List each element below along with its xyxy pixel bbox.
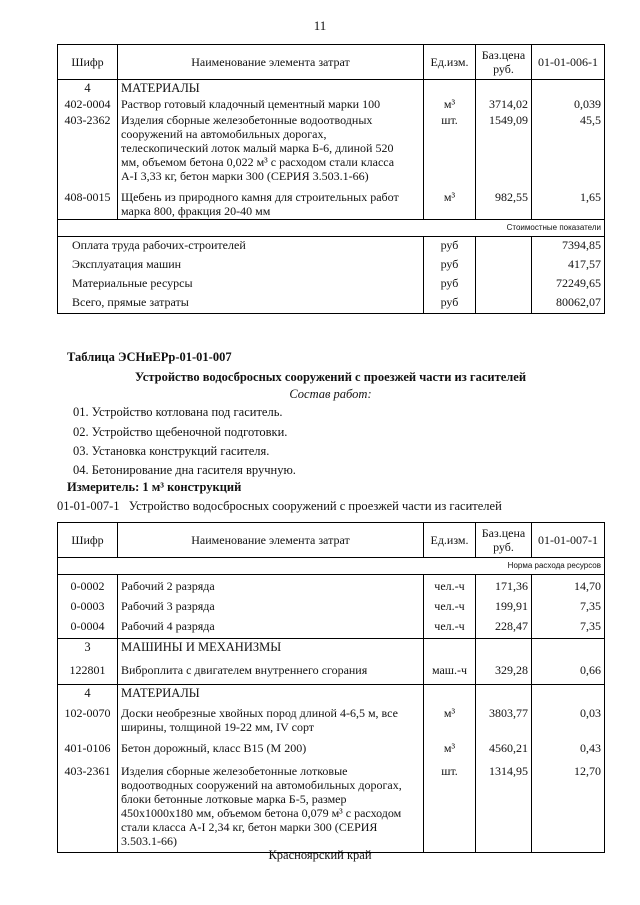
works-header: Состав работ: bbox=[289, 387, 372, 401]
row-code: 402-0004 bbox=[58, 96, 118, 112]
col-name-header: Наименование элемента затрат bbox=[118, 45, 424, 80]
row-price: 329,28 bbox=[476, 659, 532, 685]
row-code: 403-2361 bbox=[58, 760, 118, 853]
cost-header-row bbox=[58, 220, 605, 237]
row-unit: м³ bbox=[424, 735, 476, 760]
table-row bbox=[58, 184, 605, 220]
table-row bbox=[58, 575, 605, 599]
resource-norm-header: Норма расхода ресурсов bbox=[58, 558, 605, 575]
total-value: 72249,65 bbox=[532, 275, 605, 294]
total-unit: руб bbox=[424, 275, 476, 294]
price-header-line2: руб. bbox=[493, 62, 514, 76]
row-name: Рабочий 3 разряда bbox=[118, 598, 424, 618]
norm-header-row bbox=[58, 558, 605, 575]
row-name-line: стали класса А-I 2,34 кг, бетон марки 300 (СЕРИЯ bbox=[121, 820, 378, 834]
total-unit: руб bbox=[424, 256, 476, 275]
row-price: 1314,95 bbox=[476, 760, 532, 853]
row-unit: шт. bbox=[424, 112, 476, 184]
row-name: Рабочий 2 разряда bbox=[118, 575, 424, 599]
table-row bbox=[58, 112, 605, 184]
total-label: Материальные ресурсы bbox=[58, 275, 424, 294]
row-name-line: Изделия сборные железобетонные лотковые bbox=[121, 764, 348, 778]
row-name bbox=[118, 760, 424, 853]
total-unit: руб bbox=[424, 237, 476, 257]
row-name bbox=[118, 705, 424, 735]
total-row bbox=[58, 275, 605, 294]
row-name bbox=[118, 735, 424, 760]
row-name-line: Щебень из природного камня для строительных работ bbox=[121, 190, 399, 204]
section-number: 4 bbox=[58, 685, 118, 706]
row-name-line: сооружений на автомобильных дорогах, bbox=[121, 127, 327, 141]
table-01-01-006 bbox=[57, 44, 605, 314]
table-title: Таблица ЭСНиЕРр-01-01-007 bbox=[67, 350, 232, 364]
table-row bbox=[58, 760, 605, 853]
table-subtitle: Устройство водосбросных сооружений с проезжей части из гасителей bbox=[134, 370, 527, 384]
row-code: 102-0070 bbox=[58, 705, 118, 735]
col-unit-header: Ед.изм. bbox=[424, 45, 476, 80]
price-header-line2: руб. bbox=[493, 540, 514, 554]
row-qty: 7,35 bbox=[532, 618, 605, 639]
table-row bbox=[58, 735, 605, 760]
row-qty: 45,5 bbox=[532, 112, 605, 184]
total-label: Оплата труда рабочих-строителей bbox=[58, 237, 424, 257]
col-norm-code-header: 01-01-006-1 bbox=[532, 45, 605, 80]
row-unit: м³ bbox=[424, 705, 476, 735]
row-qty: 0,03 bbox=[532, 705, 605, 735]
row-code: 0-0002 bbox=[58, 575, 118, 599]
row-price: 1549,09 bbox=[476, 112, 532, 184]
row-price: 3714,02 bbox=[476, 96, 532, 112]
row-name-line: 3.503.1-66) bbox=[121, 834, 177, 848]
row-price: 3803,77 bbox=[476, 705, 532, 735]
table-header-row bbox=[58, 523, 605, 558]
total-row bbox=[58, 237, 605, 257]
row-qty: 0,66 bbox=[532, 659, 605, 685]
total-unit: руб bbox=[424, 294, 476, 314]
table-header-row bbox=[58, 45, 605, 80]
total-row bbox=[58, 256, 605, 275]
row-name-line: Бетон дорожный, класс В15 (М 200) bbox=[121, 741, 307, 755]
price-header-line1: Баз.цена bbox=[481, 48, 526, 62]
section-row bbox=[58, 80, 605, 97]
row-name-line: ширины, толщиной 19-22 мм, IV сорт bbox=[121, 720, 315, 734]
row-price: 171,36 bbox=[476, 575, 532, 599]
section-row bbox=[58, 639, 605, 660]
table-row bbox=[58, 96, 605, 112]
row-code: 408-0015 bbox=[58, 184, 118, 220]
total-row bbox=[58, 294, 605, 314]
row-name bbox=[118, 184, 424, 220]
page-number: 11 bbox=[313, 18, 327, 33]
section-row bbox=[58, 685, 605, 706]
col-code-header: Шифр bbox=[58, 45, 118, 80]
work-item: 04. Бетонирование дна гасителя вручную. bbox=[73, 463, 296, 477]
row-qty: 0,039 bbox=[532, 96, 605, 112]
work-item: 03. Установка конструкций гасителя. bbox=[73, 444, 270, 458]
table-row bbox=[58, 618, 605, 639]
row-name bbox=[118, 96, 424, 112]
row-unit: чел.-ч bbox=[424, 575, 476, 599]
row-name-line: блоки бетонные лотковые марка Б-5, размер bbox=[121, 792, 347, 806]
row-name-line: телескопический лоток малый марка Б-6, длиной 520 bbox=[121, 141, 394, 155]
row-name-line: Доски необрезные хвойных пород длиной 4-6,5 м, все bbox=[121, 706, 398, 720]
section-title: МАШИНЫ И МЕХАНИЗМЫ bbox=[118, 639, 424, 660]
section-title: МАТЕРИАЛЫ bbox=[118, 685, 424, 706]
table-01-01-007 bbox=[57, 522, 605, 853]
row-code: 401-0106 bbox=[58, 735, 118, 760]
norm-line: 01-01-007-1 Устройство водосбросных сооружений с проезжей части из гасителей bbox=[57, 499, 502, 513]
row-code: 403-2362 bbox=[58, 112, 118, 184]
row-name: Рабочий 4 разряда bbox=[118, 618, 424, 639]
col-code-header: Шифр bbox=[58, 523, 118, 558]
col-unit-header: Ед.изм. bbox=[424, 523, 476, 558]
row-unit: чел.-ч bbox=[424, 598, 476, 618]
row-qty: 12,70 bbox=[532, 760, 605, 853]
table-row bbox=[58, 659, 605, 685]
row-price: 199,91 bbox=[476, 598, 532, 618]
row-price: 982,55 bbox=[476, 184, 532, 220]
col-price-header bbox=[476, 523, 532, 558]
work-item: 02. Устройство щебеночной подготовки. bbox=[73, 425, 288, 439]
total-label: Эксплуатация машин bbox=[58, 256, 424, 275]
row-unit: маш.-ч bbox=[424, 659, 476, 685]
row-qty: 0,43 bbox=[532, 735, 605, 760]
total-value: 80062,07 bbox=[532, 294, 605, 314]
row-name-line: А-I 3,33 кг, бетон марки 300 (СЕРИЯ 3.503.1-66) bbox=[121, 169, 369, 183]
total-value: 7394,85 bbox=[532, 237, 605, 257]
row-name-line: марка 800, фракция 20-40 мм bbox=[121, 204, 271, 218]
row-qty: 7,35 bbox=[532, 598, 605, 618]
table-row bbox=[58, 705, 605, 735]
col-price-header bbox=[476, 45, 532, 80]
row-price: 4560,21 bbox=[476, 735, 532, 760]
row-name bbox=[118, 112, 424, 184]
row-unit: м³ bbox=[424, 96, 476, 112]
total-value: 417,57 bbox=[532, 256, 605, 275]
row-code: 0-0003 bbox=[58, 598, 118, 618]
row-name-line: Изделия сборные железобетонные водоотводных bbox=[121, 113, 373, 127]
section-title: МАТЕРИАЛЫ bbox=[118, 80, 424, 97]
total-label: Всего, прямые затраты bbox=[58, 294, 424, 314]
row-unit: чел.-ч bbox=[424, 618, 476, 639]
col-norm-code-header: 01-01-007-1 bbox=[532, 523, 605, 558]
section-number: 4 bbox=[58, 80, 118, 97]
row-name: Виброплита с двигателем внутреннего сгорания bbox=[118, 659, 424, 685]
table-row bbox=[58, 598, 605, 618]
row-qty: 14,70 bbox=[532, 575, 605, 599]
col-name-header: Наименование элемента затрат bbox=[118, 523, 424, 558]
row-unit: м³ bbox=[424, 184, 476, 220]
row-code: 0-0004 bbox=[58, 618, 118, 639]
page-footer: Красноярский край bbox=[268, 848, 372, 862]
row-unit: шт. bbox=[424, 760, 476, 853]
cost-indicators-header: Стоимостные показатели bbox=[58, 220, 605, 237]
price-header-line1: Баз.цена bbox=[481, 526, 526, 540]
row-name-line: Раствор готовый кладочный цементный марки 100 bbox=[121, 97, 381, 111]
work-item: 01. Устройство котлована под гаситель. bbox=[73, 405, 283, 419]
row-name-line: водоотводных сооружений на автомобильных дорогах, bbox=[121, 778, 402, 792]
row-name-line: мм, объемом бетона 0,022 м³ с расходом стали класса bbox=[121, 155, 395, 169]
row-price: 228,47 bbox=[476, 618, 532, 639]
row-code: 122801 bbox=[58, 659, 118, 685]
section-number: 3 bbox=[58, 639, 118, 660]
row-qty: 1,65 bbox=[532, 184, 605, 220]
measurer: Измеритель: 1 м³ конструкций bbox=[67, 480, 242, 494]
row-name-line: 450х1000х180 мм, объемом бетона 0,079 м³ с расходом bbox=[121, 806, 402, 820]
